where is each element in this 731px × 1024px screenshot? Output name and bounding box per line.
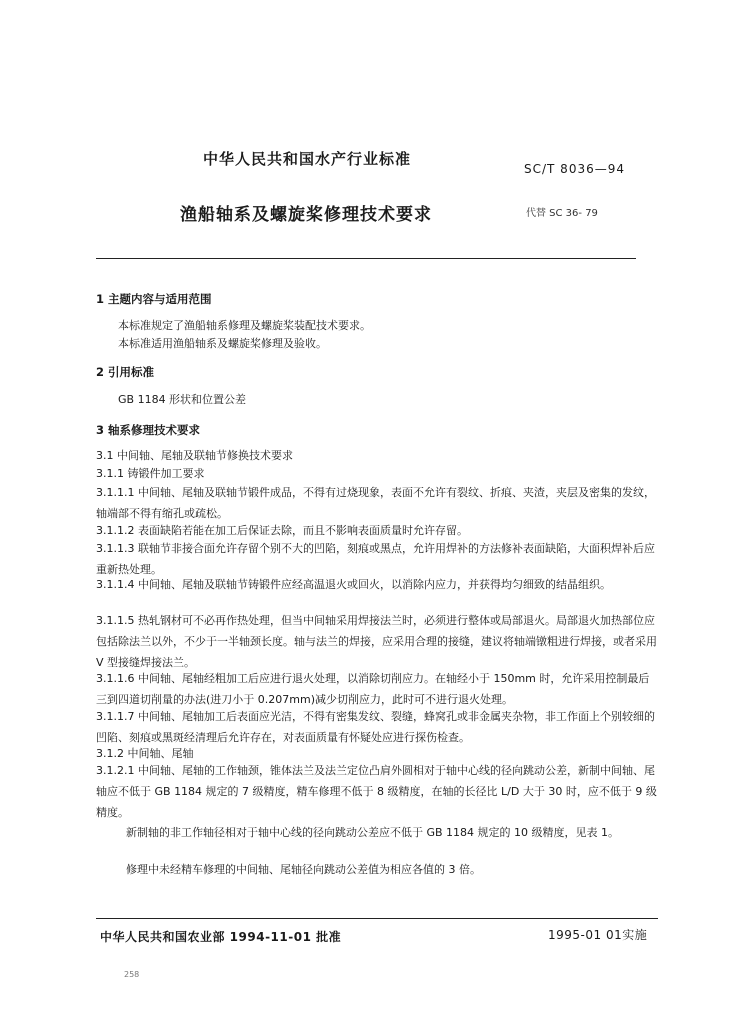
clause-3-1-1-2: 3.1.1.2 表面缺陷若能在加工后保证去除，而且不影响表面质量时允许存留。 — [96, 524, 468, 537]
clause-3-1-2: 3.1.2 中间轴、尾轴 — [96, 747, 194, 760]
implementation-date: 1995-01 01实施 — [548, 928, 648, 942]
clause-3-1-2-1: 3.1.2.1 中间轴、尾轴的工作轴颈，锥体法兰及法兰定位凸肩外圆相对于轴中心线的径向跳动公差，新制中间轴、尾轴应不低于 GB 1184 规定的 7 级精度，精车修理不低于 8 级精度，在轴的长径比 L/D 大于 30 时，应不低于 9 级精度。 — [96, 764, 657, 819]
clause-3-1-2-1-para-3: 修理中未经精车修理的中间轴、尾轴径向跳动公差值为相应各值的 3 倍。 — [126, 863, 481, 876]
clause-3-1-1-4: 3.1.1.4 中间轴、尾轴及联轴节铸锻件应经高温退火或回火，以消除内应力，并获得均匀细致的结晶组织。 — [96, 578, 611, 591]
issuer-approval: 中华人民共和国农业部 1994-11-01 批准 — [100, 930, 342, 944]
section-1-heading: 1 主题内容与适用范围 — [96, 292, 212, 306]
clause-3-1-1-6: 3.1.1.6 中间轴、尾轴经粗加工后应进行退火处理，以消除切削应力。在轴经小于 150mm 时，允许采用控制最后三到四道切削量的办法(进刀小于 0.207mm)减少切削应力，此时可不进行退火处理。 — [96, 672, 650, 706]
header-divider — [96, 258, 636, 259]
section-1-para-1: 本标准规定了渔船轴系修理及螺旋桨装配技术要求。 — [118, 319, 371, 332]
clause-3-1-1: 3.1.1 铸锻件加工要求 — [96, 467, 205, 480]
page-number: 258 — [124, 970, 140, 979]
clause-3-1-1-7: 3.1.1.7 中间轴、尾轴加工后表面应光洁，不得有密集发纹、裂缝，蜂窝孔或非金属夹杂物，非工作面上个别较细的凹陷、刻痕或黑斑经清理后允许存在，对表面质量有怀疑处应进行探伤检查。 — [96, 710, 655, 744]
section-2-para-1: GB 1184 形状和位置公差 — [118, 393, 247, 406]
document-title: 渔船轴系及螺旋桨修理技术要求 — [180, 205, 432, 225]
clause-3-1: 3.1 中间轴、尾轴及联轴节修换技术要求 — [96, 449, 293, 462]
clause-3-1-1-1: 3.1.1.1 中间轴、尾轴及联轴节锻件成品，不得有过烧现象，表面不允许有裂纹、折痕、夹渣，夹层及密集的发纹，轴端部不得有缩孔或疏松。 — [96, 486, 655, 520]
clause-3-1-1-5: 3.1.1.5 热轧钢材可不必再作热处理，但当中间轴采用焊接法兰时，必须进行整体或局部退火。局部退火加热部位应包括除法兰以外，不少于一半轴颈长度。轴与法兰的焊接，应采用合理的接缝，建议将轴端镦粗进行焊接，或者采用 V 型接缝焊接法兰。 — [96, 614, 657, 669]
clause-3-1-2-1-para-2: 新制轴的非工作轴径相对于轴中心线的径向跳动公差应不低于 GB 1184 规定的 10 级精度，见表 1。 — [126, 826, 620, 839]
standard-code: SC/T 8036—94 — [524, 162, 625, 176]
clause-3-1-1-3: 3.1.1.3 联轴节非接合面允许存留个别不大的凹陷，刻痕或黑点，允许用焊补的方法修补表面缺陷，大面积焊补后应重新热处理。 — [96, 542, 655, 576]
section-1-para-2: 本标准适用渔船轴系及螺旋桨修理及验收。 — [118, 337, 327, 350]
replaces-code: 代替 SC 36- 79 — [526, 208, 598, 219]
section-3-heading: 3 轴系修理技术要求 — [96, 423, 201, 437]
standard-title: 中华人民共和国水产行业标准 — [203, 150, 412, 168]
footer-divider — [96, 918, 658, 919]
section-2-heading: 2 引用标准 — [96, 365, 155, 379]
